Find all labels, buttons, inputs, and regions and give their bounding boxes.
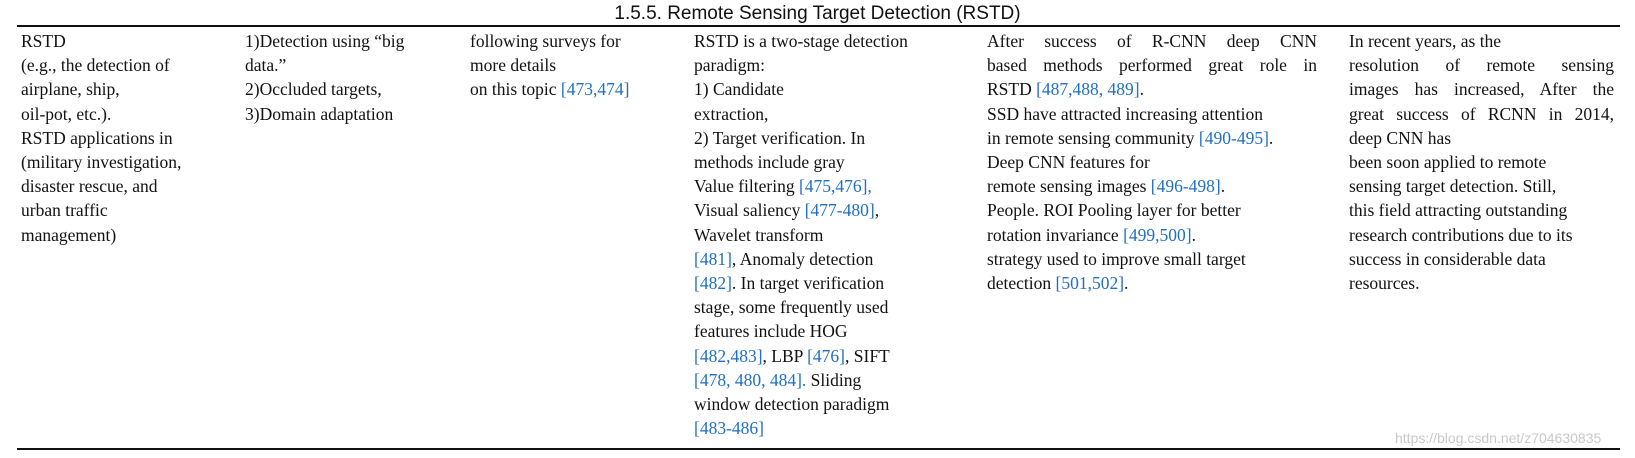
citation-link[interactable]: [487,488, 489]	[1036, 79, 1140, 100]
cell-line	[694, 247, 944, 271]
cell-text: .	[1124, 273, 1129, 294]
cell-line	[694, 295, 944, 319]
table-title: 1.5.5. Remote Sensing Target Detection (RSTD)	[614, 3, 1021, 24]
cell-text: sensing target detection. Still,	[1349, 176, 1557, 197]
cell-text: RSTD applications in	[21, 127, 173, 148]
cell-line	[987, 102, 1317, 126]
cell-text: 3)Domain adaptation	[245, 103, 394, 124]
cell-line	[21, 126, 231, 150]
cell-line	[1349, 198, 1614, 222]
cell-line	[470, 29, 670, 53]
column-challenges	[245, 29, 450, 126]
cell-line	[1349, 150, 1614, 174]
citation-link[interactable]: [477-480]	[804, 200, 875, 221]
cell-line	[470, 53, 670, 77]
cell-line	[694, 271, 944, 295]
cell-line	[694, 126, 944, 150]
cell-text: methods include gray	[694, 152, 845, 173]
cell-line	[21, 29, 231, 53]
cell-text: success in considerable data	[1349, 248, 1546, 269]
cell-text: .	[1191, 224, 1196, 245]
cell-line	[987, 247, 1317, 271]
cell-text: People. ROI Pooling layer for better	[987, 200, 1241, 221]
cell-line	[21, 53, 231, 77]
cell-text: more details	[470, 55, 557, 76]
cell-text: strategy used to improve small target	[987, 248, 1246, 269]
cell-line	[1349, 53, 1614, 77]
cell-text: Sliding	[806, 369, 862, 390]
cell-line	[694, 223, 944, 247]
cell-text: Deep CNN features for	[987, 152, 1150, 173]
cell-line	[987, 271, 1317, 295]
cell-line	[987, 53, 1317, 77]
cell-text: (military investigation,	[21, 152, 182, 173]
watermark-url: https://blog.csdn.net/z704630835	[1395, 430, 1602, 446]
cell-line	[245, 77, 450, 101]
cell-line	[694, 344, 944, 368]
cell-line	[21, 102, 231, 126]
cell-line	[694, 174, 944, 198]
cell-text: RSTD is a two-stage detection	[694, 31, 908, 51]
cell-line	[21, 198, 231, 222]
column-topic	[21, 29, 231, 247]
cell-text: 1)Detection using “big	[245, 31, 405, 51]
top-rule	[17, 25, 1620, 27]
cell-text: ,	[874, 200, 880, 221]
cell-line	[21, 223, 231, 247]
cell-text: .	[1268, 127, 1274, 148]
cell-text: data.”	[245, 55, 287, 76]
cell-line	[1349, 247, 1614, 271]
cell-line	[21, 77, 231, 101]
citation-link[interactable]: [475,476],	[798, 176, 872, 197]
cell-line	[1349, 126, 1614, 150]
cell-text: resolution of remote sensing	[1349, 55, 1614, 76]
cell-text: 2) Target verification. In	[694, 127, 866, 148]
cell-line	[987, 77, 1317, 101]
cell-text: , LBP	[762, 345, 808, 366]
citation-link[interactable]: [482]	[694, 273, 732, 294]
cell-text: In recent years, as the	[1349, 31, 1502, 51]
cell-line	[1349, 77, 1614, 101]
cell-line	[694, 416, 944, 440]
cell-text: .	[1139, 79, 1145, 100]
cell-text: following surveys for	[470, 31, 621, 51]
cell-text: 1) Candidate	[694, 79, 784, 100]
cell-line	[21, 174, 231, 198]
column-remarks	[1349, 29, 1614, 295]
cell-line	[987, 198, 1317, 222]
cell-text: in remote sensing community	[987, 127, 1199, 148]
cell-line	[694, 368, 944, 392]
cell-text: .	[1220, 176, 1226, 197]
cell-text: disaster rescue, and	[21, 176, 158, 197]
cell-line	[1349, 102, 1614, 126]
citation-link[interactable]: [481]	[694, 248, 732, 269]
cell-text: extraction,	[694, 103, 769, 124]
citation-link[interactable]: [473,474]	[560, 79, 630, 100]
cell-line	[694, 53, 944, 77]
citation-link[interactable]: [490-495]	[1198, 127, 1269, 148]
cell-line	[694, 29, 944, 53]
cell-text: rotation invariance	[987, 224, 1124, 245]
cell-text: great success of RCNN in 2014,	[1349, 103, 1614, 124]
cell-text: on this topic	[470, 79, 561, 100]
citation-link[interactable]: [501,502]	[1055, 273, 1125, 294]
cell-text: based methods performed great role in	[987, 55, 1317, 76]
column-deep-learning-methods	[987, 29, 1317, 295]
cell-text: management)	[21, 224, 117, 245]
cell-text: After success of R-CNN deep CNN	[987, 31, 1317, 51]
cell-text: resources.	[1349, 273, 1420, 294]
citation-link[interactable]: [476]	[807, 345, 846, 366]
cell-text: paradigm:	[694, 55, 765, 76]
cell-line	[987, 223, 1317, 247]
cell-line	[694, 319, 944, 343]
column-traditional-methods	[694, 29, 944, 440]
cell-line	[245, 29, 450, 53]
cell-text: stage, some frequently used	[694, 297, 889, 318]
cell-text: , SIFT	[845, 345, 890, 366]
cell-text: Visual saliency	[694, 200, 805, 221]
citation-link[interactable]: [496-498]	[1150, 176, 1221, 197]
cell-text: images has increased, After the	[1349, 79, 1614, 100]
cell-line	[694, 102, 944, 126]
cell-line	[245, 53, 450, 77]
cell-text: (e.g., the detection of	[21, 55, 170, 76]
cell-line	[987, 126, 1317, 150]
cell-line	[987, 150, 1317, 174]
citation-link[interactable]: [499,500]	[1123, 224, 1192, 245]
cell-text: , Anomaly detection	[731, 248, 874, 269]
cell-line	[694, 392, 944, 416]
cell-text: features include HOG	[694, 321, 848, 342]
cell-line	[21, 150, 231, 174]
column-surveys	[470, 29, 670, 102]
citation-link[interactable]: [482,483]	[694, 345, 763, 366]
cell-line	[694, 198, 944, 222]
cell-line	[987, 29, 1317, 53]
cell-line	[1349, 174, 1614, 198]
cell-line	[694, 150, 944, 174]
cell-line	[1349, 29, 1614, 53]
cell-text: window detection paradigm	[694, 394, 890, 415]
cell-line	[1349, 223, 1614, 247]
cell-line	[245, 102, 450, 126]
cell-text: 2)Occluded targets,	[245, 79, 382, 100]
cell-line	[1349, 271, 1614, 295]
cell-text: been soon applied to remote	[1349, 152, 1547, 173]
bottom-rule	[17, 448, 1620, 450]
cell-text: SSD have attracted increasing attention	[987, 103, 1264, 124]
cell-text: research contributions due to its	[1349, 224, 1573, 245]
cell-text: airplane, ship,	[21, 79, 120, 100]
cell-text: urban traffic	[21, 200, 108, 221]
cell-line	[694, 77, 944, 101]
cell-text: Wavelet transform	[694, 224, 824, 245]
cell-line	[987, 174, 1317, 198]
cell-text: Value filtering	[694, 176, 799, 197]
cell-text: this field attracting outstanding	[1349, 200, 1568, 221]
cell-text: RSTD	[21, 31, 66, 51]
citation-link[interactable]: [483-486]	[694, 418, 764, 439]
cell-text: oil-pot, etc.).	[21, 103, 112, 124]
cell-text: RSTD	[987, 79, 1037, 100]
cell-text: deep CNN has	[1349, 127, 1452, 148]
cell-text: remote sensing images	[987, 176, 1151, 197]
cell-text: . In target verification	[731, 273, 885, 294]
citation-link[interactable]: [478, 480, 484].	[694, 369, 807, 390]
cell-line	[470, 77, 670, 101]
cell-text: detection	[987, 273, 1056, 294]
